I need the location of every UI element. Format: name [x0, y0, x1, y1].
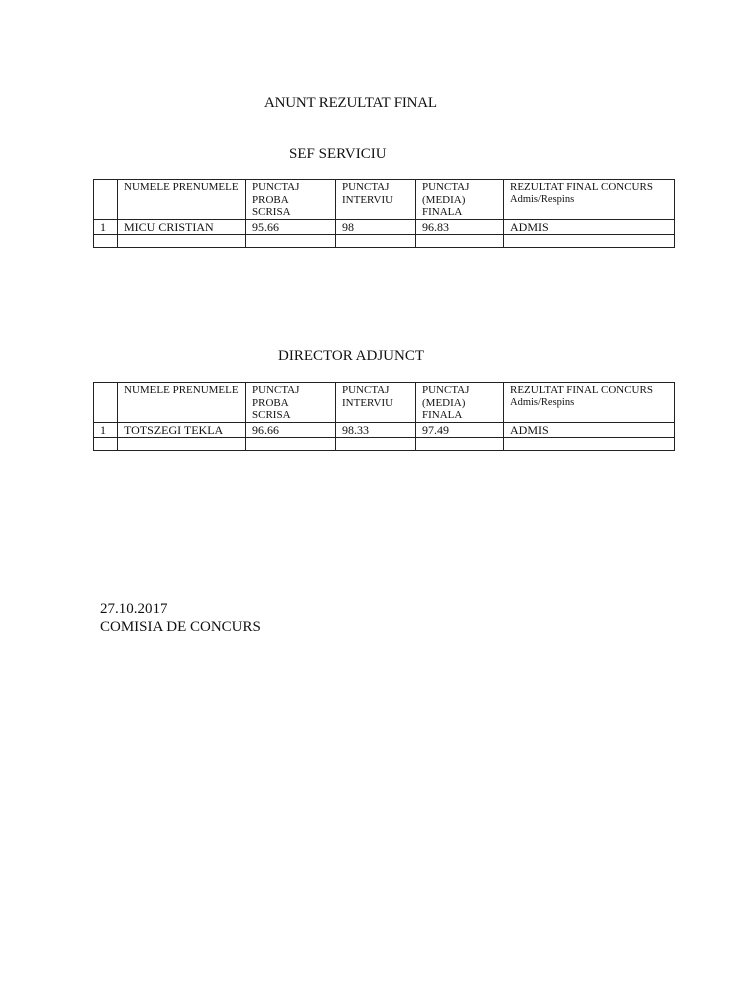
- cell-empty: [504, 438, 675, 451]
- cell-empty: [416, 235, 504, 248]
- table-header-row: [94, 180, 675, 220]
- cell-empty: [246, 438, 336, 451]
- cell-empty: [94, 438, 118, 451]
- section-title-director-adjunct: DIRECTOR ADJUNCT: [278, 348, 424, 364]
- table-header-row: [94, 383, 675, 423]
- document-title: ANUNT REZULTAT FINAL: [264, 95, 437, 111]
- header-final-result-options: Admis/Respins: [510, 193, 575, 205]
- header-interview-score: PUNCTAJ INTERVIU: [336, 180, 416, 220]
- cell-name: TOTSZEGI TEKLA: [118, 423, 246, 438]
- header-written-score: PUNCTAJ PROBA SCRISA: [246, 180, 336, 220]
- header-name: NUMELE PRENUMELE: [118, 180, 246, 220]
- cell-interview-score: 98: [336, 220, 416, 235]
- header-final-result-options: Admis/Respins: [510, 396, 575, 408]
- cell-empty: [336, 235, 416, 248]
- cell-nr: 1: [94, 423, 118, 438]
- cell-interview-score: 98.33: [336, 423, 416, 438]
- results-table-director-adjunct: [93, 382, 675, 451]
- header-final-score: PUNCTAJ (MEDIA) FINALA: [416, 383, 504, 423]
- cell-empty: [118, 235, 246, 248]
- table-row: [94, 423, 675, 438]
- results-table-sef-serviciu: [93, 179, 675, 248]
- header-name: NUMELE PRENUMELE: [118, 383, 246, 423]
- header-interview-score: PUNCTAJ INTERVIU: [336, 383, 416, 423]
- header-nr: [94, 383, 118, 423]
- footer-date: 27.10.2017: [100, 601, 168, 617]
- section-title-sef-serviciu: SEF SERVICIU: [289, 146, 387, 162]
- cell-empty: [416, 438, 504, 451]
- cell-final-score: 97.49: [416, 423, 504, 438]
- cell-name: MICU CRISTIAN: [118, 220, 246, 235]
- table-row-empty: [94, 235, 675, 248]
- cell-nr: 1: [94, 220, 118, 235]
- table-row: [94, 220, 675, 235]
- cell-written-score: 95.66: [246, 220, 336, 235]
- header-final-result-label: REZULTAT FINAL CONCURS: [510, 384, 653, 396]
- header-final-score: PUNCTAJ (MEDIA) FINALA: [416, 180, 504, 220]
- header-written-score: PUNCTAJ PROBA SCRISA: [246, 383, 336, 423]
- cell-written-score: 96.66: [246, 423, 336, 438]
- header-final-result-label: REZULTAT FINAL CONCURS: [510, 181, 653, 193]
- cell-empty: [94, 235, 118, 248]
- cell-empty: [504, 235, 675, 248]
- header-final-result: [504, 383, 675, 423]
- cell-empty: [118, 438, 246, 451]
- cell-result: ADMIS: [504, 423, 675, 438]
- cell-result: ADMIS: [504, 220, 675, 235]
- table-row-empty: [94, 438, 675, 451]
- footer-commission: COMISIA DE CONCURS: [100, 619, 261, 635]
- header-nr: [94, 180, 118, 220]
- cell-empty: [246, 235, 336, 248]
- header-final-result: [504, 180, 675, 220]
- cell-empty: [336, 438, 416, 451]
- cell-final-score: 96.83: [416, 220, 504, 235]
